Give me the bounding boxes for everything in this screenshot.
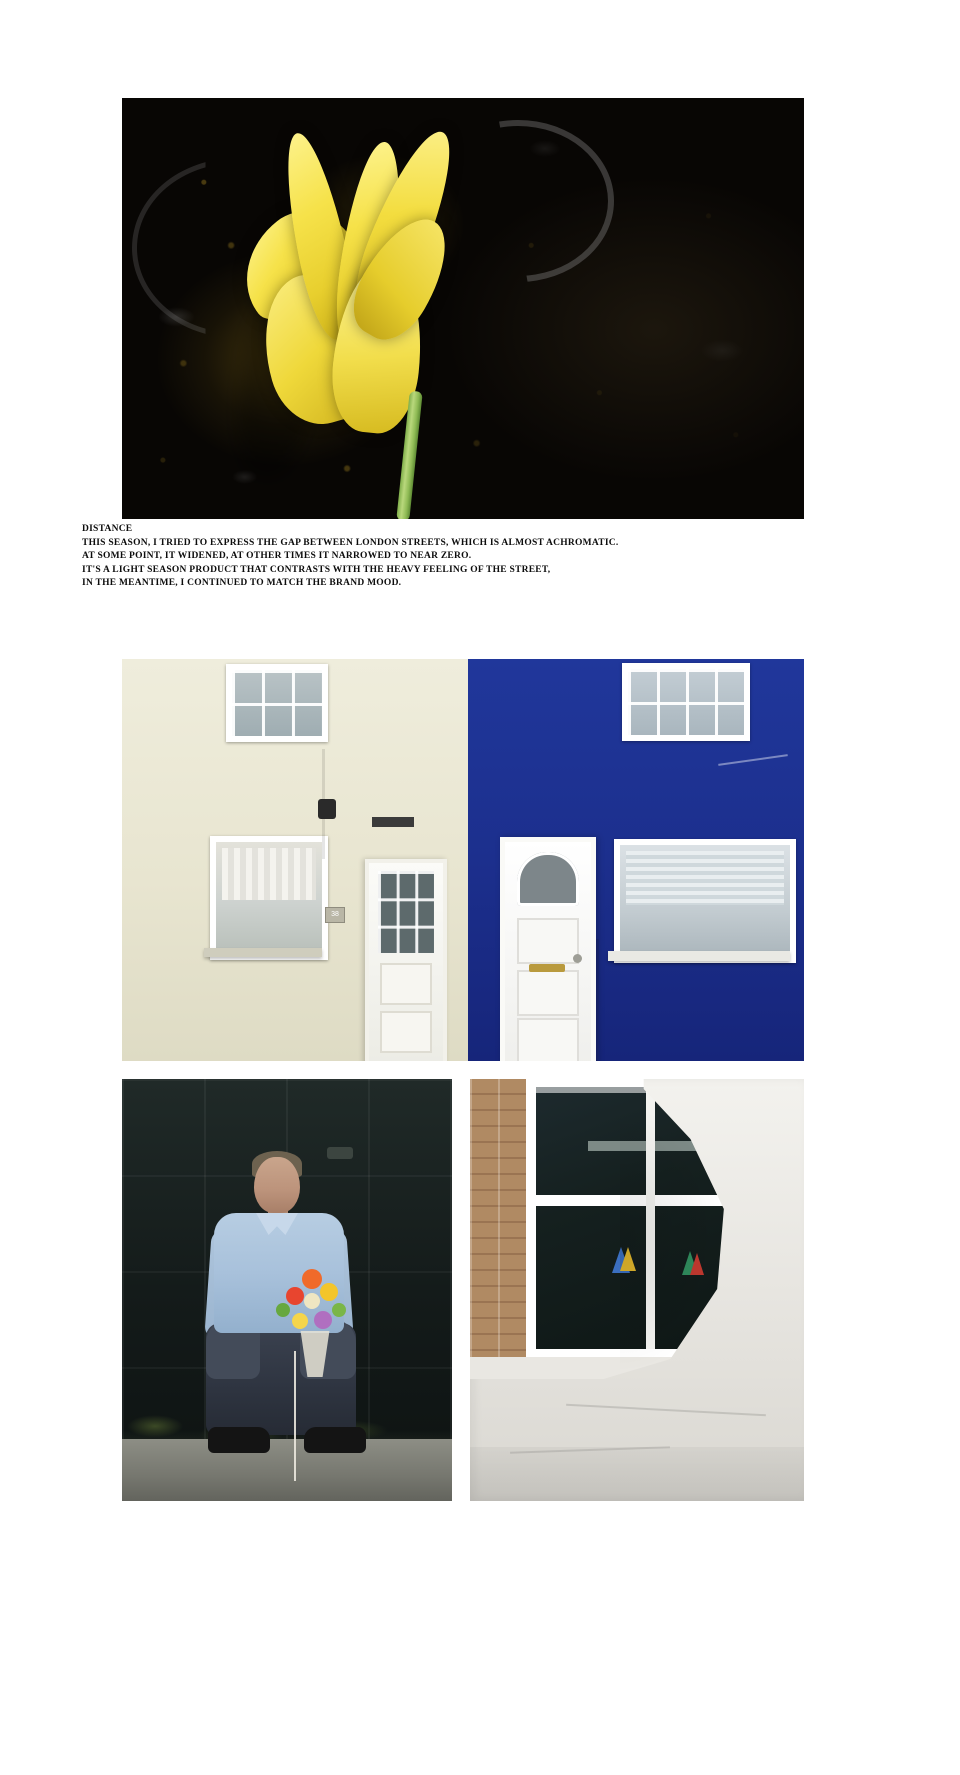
figure-head <box>254 1157 300 1213</box>
image-cream-and-blue-houses <box>122 659 804 1061</box>
image-man-with-bouquet <box>122 1079 452 1501</box>
caption-line-2: AT SOME POINT, IT WIDENED, AT OTHER TIMES IT NARROWED TO NEAR ZERO. <box>82 551 472 562</box>
exterior-lamp-icon <box>318 799 336 819</box>
door-panel <box>517 970 579 1016</box>
wall-base-shadow <box>470 1447 804 1501</box>
blue-house-upper-window <box>622 663 750 741</box>
flower-bloom <box>292 1313 308 1329</box>
door-arched-glass <box>517 852 579 906</box>
door-panel <box>517 918 579 964</box>
hanging-string <box>294 1351 296 1481</box>
caption-line-3: IT'S A LIGHT SEASON PRODUCT THAT CONTRASTS WITH THE HEAVY FEELING OF THE STREET, <box>82 564 551 575</box>
garage-door-handle <box>327 1147 353 1159</box>
blue-house-front-door <box>500 837 596 1061</box>
flower-bloom <box>276 1303 290 1317</box>
caption-title: DISTANCE <box>82 524 133 534</box>
flower-bloom <box>332 1303 346 1317</box>
cream-house-front-door <box>365 859 447 1061</box>
image-white-wall-with-window <box>470 1079 804 1501</box>
door-panel <box>380 963 432 1005</box>
house-number-plate: 38 <box>325 907 345 923</box>
house-nameplate <box>372 817 414 827</box>
window-blind <box>626 851 784 905</box>
blue-house-lower-window <box>614 839 796 963</box>
window-pane-grid <box>232 670 322 736</box>
bouquet-of-flowers <box>274 1267 360 1353</box>
window-pane-grid <box>628 669 744 735</box>
door-glass-panel <box>378 871 434 953</box>
cream-house-lower-window <box>210 836 328 960</box>
brick-wall <box>470 1079 526 1357</box>
door-panel <box>517 1018 579 1061</box>
flower-bloom <box>304 1293 320 1309</box>
overhead-wire <box>718 754 788 766</box>
caption-line-1: THIS SEASON, I TRIED TO EXPRESS THE GAP BETWEEN LONDON STREETS, WHICH IS ALMOST ACHROMATIC. <box>82 537 619 548</box>
flower-bloom <box>302 1269 322 1289</box>
window-sill <box>608 951 790 961</box>
cream-house-facade <box>122 659 468 1061</box>
window-curtain <box>222 848 316 900</box>
window-sill <box>204 948 322 957</box>
door-knob <box>573 954 582 963</box>
flower-bloom <box>320 1283 338 1301</box>
pavement-ground <box>122 1439 452 1501</box>
flower-bloom <box>286 1287 304 1305</box>
figure-left-shoe <box>208 1427 270 1453</box>
hero-image-yellow-lily <box>122 98 804 519</box>
letterbox <box>529 964 565 972</box>
caption-block <box>82 523 702 591</box>
blue-house-facade <box>468 659 804 1061</box>
door-panel <box>380 1011 432 1053</box>
flower-bloom <box>314 1311 332 1329</box>
figure-right-shoe <box>304 1427 366 1453</box>
wall-curve-shading <box>620 1079 804 1399</box>
lily-flower <box>217 123 507 503</box>
cream-house-upper-window <box>226 664 328 742</box>
caption-line-4: IN THE MEANTIME, I CONTINUED TO MATCH THE BRAND MOOD. <box>82 578 402 589</box>
